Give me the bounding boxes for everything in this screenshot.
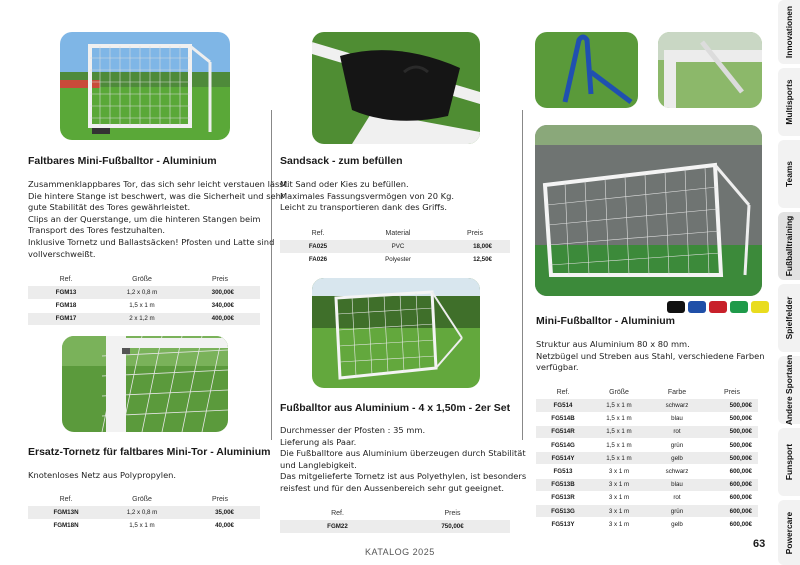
product-description: Durchmesser der Pfosten : 35 mm. Lieferung als Paar. Die Fußballtore aus Aluminium überzeugen durch Stabilität und Langlebigkeit. Das mitgelieferte Tornetz ist aus Polyethylen, ist besonders reisfest und für den Aussenbereich sehr gut geeignet. (280, 425, 527, 493)
table-header: Ref. Größe Preis (59, 276, 228, 283)
product-description: Zusammenklappbares Tor, das sich sehr leicht verstauen lässt. Die hintere Stange ist beschwert, was die Sicherheit und sehr gute Stabilität des Tores gewährleistet. Clips an der Querstange, um die hinteren Stangen beim Transport des Tores festzuhalten. Inklusive Tornetz und Ballastsäcken! Pfosten und Latte sind vollverschweißt. (28, 179, 290, 259)
price-table (280, 227, 510, 267)
section-tabs (778, 0, 800, 565)
tab-spielfelder[interactable]: Spielfelder (778, 284, 800, 352)
table-row: FGM17 2 x 1,2 m 400,00€ (28, 312, 260, 325)
product-title: Sandsack - zum befüllen (280, 155, 403, 167)
folding-goal-photo (60, 32, 230, 140)
table-row: FA026 Polyester 12,50€ (280, 253, 510, 266)
table-row: FG514R 1,5 x 1 m rot 500,00€ (536, 425, 758, 438)
column-divider (522, 110, 523, 440)
tab-andere-sportaten[interactable]: Andere Sportaten (778, 356, 800, 424)
table-header: Ref. Material Preis (311, 230, 483, 237)
color-swatch-red (709, 301, 727, 313)
mini-goal-photo (535, 125, 762, 296)
table-row: FG514B 1,5 x 1 m blau 500,00€ (536, 412, 758, 425)
product-title: Faltbares Mini-Fußballtor - Aluminium (28, 155, 217, 167)
tab-funsport[interactable]: Funsport (778, 428, 800, 496)
price-table (536, 386, 758, 531)
table-header: Ref. Größe Preis (59, 496, 228, 503)
table-row: FG513G 3 x 1 m grün 600,00€ (536, 505, 758, 518)
sandbag-photo (312, 32, 480, 144)
tab-powercare[interactable]: Powercare (778, 500, 800, 565)
catalog-footer: KATALOG 2025 (365, 547, 435, 557)
table-row: FGM22 750,00€ (280, 520, 510, 533)
table-row: FG513B 3 x 1 m blau 600,00€ (536, 478, 758, 491)
product-description: Knotenloses Netz aus Polypropylen. (28, 470, 177, 480)
product-title: Fußballtor aus Aluminium - 4 x 1,50m - 2er Set (280, 402, 511, 414)
price-table (28, 273, 260, 326)
color-swatches (667, 301, 769, 313)
tab-fussballtraining[interactable]: Fußballtraining (778, 212, 800, 280)
table-row: FGM18 1,5 x 1 m 340,00€ (28, 299, 260, 312)
table-row: FGM18N 1,5 x 1 m 40,00€ (28, 519, 260, 532)
color-swatch-blue (688, 301, 706, 313)
table-row: FG514Y 1,5 x 1 m gelb 500,00€ (536, 452, 758, 465)
color-swatch-yellow (751, 301, 769, 313)
table-row: FGM13N 1,2 x 0,8 m 35,00€ (28, 506, 260, 519)
table-row: FA025 PVC 18,00€ (280, 240, 510, 253)
product-description: Struktur aus Aluminium 80 x 80 mm. Netzbügel und Streben aus Stahl, verschiedene Farben verfügbar. (536, 339, 765, 373)
table-header: Ref. Größe Farbe Preis (556, 389, 740, 396)
table-row: FG514 1,5 x 1 m schwarz 500,00€ (536, 399, 758, 412)
table-row: FG514G 1,5 x 1 m grün 500,00€ (536, 439, 758, 452)
color-swatch-green (730, 301, 748, 313)
aluminium-goal-photo (312, 278, 480, 388)
table-row: FG513Y 3 x 1 m gelb 600,00€ (536, 518, 758, 531)
table-header: Ref. Preis (331, 510, 461, 517)
tab-multisports[interactable]: Multisports (778, 68, 800, 136)
net-bracket-photo (535, 32, 638, 108)
tab-teams[interactable]: Teams (778, 140, 800, 208)
table-row: FG513 3 x 1 m schwarz 600,00€ (536, 465, 758, 478)
product-description: Mit Sand oder Kies zu befüllen. Maximales Fassungsvermögen von 20 Kg. Leicht zu transportieren dank des Griffs. (280, 179, 454, 213)
product-title: Mini-Fußballtor - Aluminium (536, 315, 676, 327)
price-table (280, 507, 510, 534)
price-table (28, 493, 260, 533)
tab-innovationen[interactable]: Innovationen (778, 0, 800, 64)
net-corner-photo (62, 336, 228, 432)
table-row: FGM13 1,2 x 0,8 m 300,00€ (28, 286, 260, 299)
corner-joint-photo (658, 32, 762, 108)
color-swatch-black (667, 301, 685, 313)
page-number: 63 (753, 538, 766, 550)
column-divider (271, 110, 272, 440)
table-row: FG513R 3 x 1 m rot 600,00€ (536, 491, 758, 504)
product-title: Ersatz-Tornetz für faltbares Mini-Tor - Aluminium (28, 446, 271, 458)
